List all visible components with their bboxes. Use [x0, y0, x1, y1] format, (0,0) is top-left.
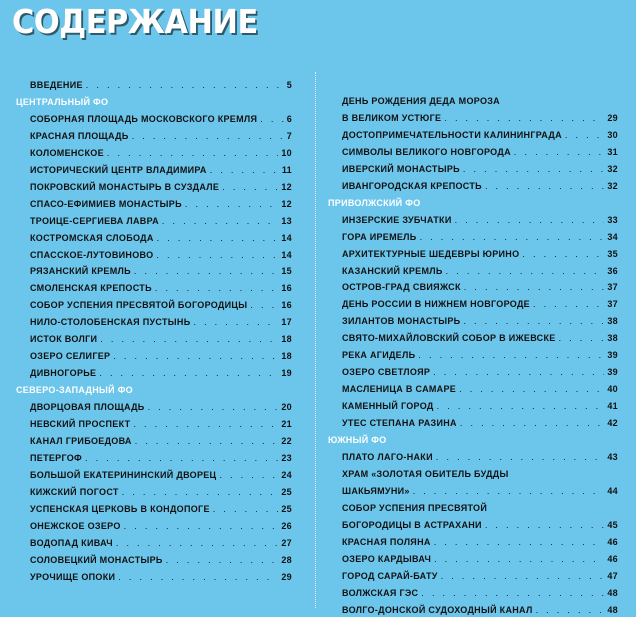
page-number: 32 — [607, 180, 618, 191]
entry-title: СОБОР УСПЕНИЯ ПРЕСВЯТОЙ — [342, 502, 488, 513]
toc-entry — [342, 399, 618, 413]
dot-leader — [135, 434, 279, 448]
page-number: 43 — [607, 451, 618, 462]
dot-leader — [86, 78, 284, 92]
page-number: 21 — [281, 419, 292, 429]
entry-title: ГОРОД САРАЙ-БАТУ — [342, 570, 438, 581]
page-number: 14 — [281, 249, 292, 260]
dot-leader — [464, 280, 605, 294]
toc-entry — [342, 145, 618, 159]
page-number: 15 — [281, 266, 292, 277]
page-number: 28 — [281, 554, 292, 565]
page-number: 45 — [607, 519, 618, 530]
toc-entry — [342, 586, 618, 600]
dot-leader — [437, 399, 605, 413]
entry-title: СОБОР УСПЕНИЯ ПРЕСВЯТОЙ БОГОРОДИЦЫ — [30, 300, 248, 311]
page-number: 18 — [281, 334, 292, 345]
page-number: 29 — [281, 571, 292, 582]
entry-title: УТЕС СТЕПАНА РАЗИНА — [342, 418, 457, 429]
toc-entry — [30, 78, 292, 92]
dot-leader — [116, 536, 279, 550]
entry-title: УРОЧИЩЕ ОПОКИ — [30, 571, 116, 582]
page-number: 36 — [607, 265, 618, 276]
toc-entry — [342, 365, 618, 379]
dot-leader — [463, 314, 604, 328]
toc-entry — [30, 536, 292, 550]
toc-entry — [342, 111, 618, 125]
toc-entry — [30, 502, 292, 516]
dot-leader — [210, 163, 279, 177]
toc-entry — [342, 128, 618, 142]
dot-leader — [100, 332, 278, 346]
dot-leader — [434, 535, 605, 549]
dot-leader — [250, 298, 278, 312]
dot-leader — [421, 586, 604, 600]
entry-title: ДЕНЬ РОССИИ В НИЖНЕМ НОВГОРОДЕ — [342, 299, 530, 310]
page-number: 35 — [607, 248, 618, 259]
page-number: 46 — [607, 536, 618, 547]
dot-leader — [514, 145, 605, 159]
entry-title: ДВОРЦОВАЯ ПЛОЩАДЬ — [30, 402, 145, 413]
page-number: 37 — [607, 299, 618, 310]
dot-leader — [444, 111, 604, 125]
dot-leader — [213, 502, 279, 516]
page-number: 47 — [607, 570, 618, 581]
entry-title: ВОДОПАД КИВАЧ — [30, 537, 113, 548]
dot-leader — [134, 264, 278, 278]
toc-entry — [30, 485, 292, 499]
toc-entry — [342, 484, 618, 498]
entry-title: В ВЕЛИКОМ УСТЮГЕ — [342, 112, 442, 123]
dot-leader — [155, 281, 279, 295]
page-number: 42 — [607, 418, 618, 429]
toc-entry — [30, 163, 292, 177]
dot-leader — [418, 348, 604, 362]
entry-title: КАМЕННЫЙ ГОРОД — [342, 401, 434, 412]
entry-title: КРАСНАЯ ПОЛЯНА — [342, 536, 431, 547]
dot-leader — [460, 416, 605, 430]
toc-entry — [30, 519, 292, 533]
dot-leader — [522, 247, 604, 261]
toc-entry — [30, 417, 292, 431]
page-number: 32 — [607, 163, 618, 174]
toc-entry — [30, 281, 292, 295]
entry-title: НИЛО-СТОЛОБЕНСКАЯ ПУСТЫНЬ — [30, 317, 191, 328]
toc-entry — [342, 569, 618, 583]
toc-entry — [342, 450, 618, 464]
entry-title: ДИВНОГОРЬЕ — [30, 368, 97, 379]
toc-entry — [342, 518, 618, 532]
entry-title: ИВЕРСКИЙ МОНАСТЫРЬ — [342, 163, 460, 174]
page-number: 39 — [607, 350, 618, 361]
toc-entry — [342, 247, 618, 261]
entry-title: МАСЛЕНИЦА В САМАРЕ — [342, 384, 457, 395]
toc-entry — [30, 264, 292, 278]
dot-leader — [260, 112, 283, 126]
dot-leader — [485, 179, 604, 193]
dot-leader — [162, 214, 278, 228]
dot-leader — [113, 349, 278, 363]
entry-title: СПАСО-ЕФИМИЕВ МОНАСТЫРЬ — [30, 198, 182, 209]
page-number: 24 — [281, 469, 292, 480]
page-number: 40 — [607, 384, 618, 395]
toc-entry — [30, 553, 292, 567]
toc-entry — [30, 231, 292, 245]
page-number: 12 — [281, 181, 292, 192]
entry-title: ХРАМ «ЗОЛОТАЯ ОБИТЕЛЬ БУДДЫ — [342, 468, 509, 479]
dot-leader — [533, 297, 604, 311]
page-number: 31 — [607, 146, 618, 157]
toc-entry — [342, 314, 618, 328]
dot-leader — [413, 484, 605, 498]
toc-entry-line — [342, 467, 618, 481]
entry-title: РЯЗАНСКИЙ КРЕМЛЬ — [30, 266, 131, 277]
page-number: 25 — [281, 503, 292, 514]
section-heading: ПРИВОЛЖСКИЙ ФО — [328, 197, 421, 208]
entry-title: БОГОРОДИЦЫ В АСТРАХАНИ — [342, 519, 482, 530]
toc-entry — [30, 146, 292, 160]
page-number: 34 — [607, 231, 618, 242]
page-number: 48 — [607, 604, 618, 615]
dot-leader — [122, 485, 279, 499]
entry-title: ЗИЛАНТОВ МОНАСТЫРЬ — [342, 316, 461, 327]
entry-title: ИСТОРИЧЕСКИЙ ЦЕНТР ВЛАДИМИРА — [30, 164, 207, 175]
page-number: 14 — [281, 232, 292, 243]
section-heading: ЮЖНЫЙ ФО — [328, 435, 387, 445]
page-number: 38 — [607, 316, 618, 327]
page-number: 33 — [607, 214, 618, 225]
page-number: 38 — [607, 333, 618, 344]
dot-leader — [124, 519, 279, 533]
section-heading: СЕВЕРО-ЗАПАДНЫЙ ФО — [16, 385, 133, 396]
entry-title: ГОРА ИРЕМЕЛЬ — [342, 231, 417, 242]
page-number: 19 — [281, 368, 292, 379]
toc-entry — [30, 332, 292, 346]
column-divider — [315, 72, 316, 608]
toc-entry — [342, 162, 618, 176]
dot-leader — [219, 468, 278, 482]
page-number: 37 — [607, 282, 618, 293]
entry-title: ИСТОК ВОЛГИ — [30, 334, 98, 345]
dot-leader — [118, 570, 278, 584]
entry-title: СИМВОЛЫ ВЕЛИКОГО НОВГОРОДА — [342, 146, 511, 157]
dot-leader — [222, 180, 278, 194]
dot-leader — [433, 365, 604, 379]
entry-title: СВЯТО-МИХАЙЛОВСКИЙ СОБОР В ИЖЕВСКЕ — [342, 333, 556, 344]
dot-leader — [446, 264, 605, 278]
dot-leader — [559, 331, 605, 345]
toc-entry-line — [342, 501, 618, 515]
page-number: 30 — [607, 129, 618, 140]
dot-leader — [193, 315, 278, 329]
dot-leader — [455, 213, 605, 227]
entry-title: КРАСНАЯ ПЛОЩАДЬ — [30, 130, 129, 141]
entry-title: ШАКЬЯМУНИ» — [342, 485, 410, 496]
toc-entry — [30, 112, 292, 126]
dot-leader — [434, 552, 604, 566]
page-number: 17 — [281, 317, 292, 328]
page-number: 7 — [286, 130, 292, 141]
entry-title: ОСТРОВ-ГРАД СВИЯЖСК — [342, 282, 461, 293]
entry-title: ВОЛГО-ДОНСКОЙ СУДОХОДНЫЙ КАНАЛ — [342, 604, 533, 615]
entry-title: РЕКА АГИДЕЛЬ — [342, 350, 416, 361]
toc-entry — [30, 129, 292, 143]
toc-entry — [30, 349, 292, 363]
page-number: 29 — [607, 112, 618, 123]
page-number: 41 — [607, 401, 618, 412]
dot-leader — [99, 366, 278, 380]
dot-leader — [463, 162, 604, 176]
toc-entry — [30, 400, 292, 414]
entry-title: СОБОРНАЯ ПЛОЩАДЬ МОСКОВСКОГО КРЕМЛЯ — [30, 113, 258, 124]
page-number: 44 — [607, 485, 618, 496]
page-number: 39 — [607, 367, 618, 378]
toc-entry — [30, 298, 292, 312]
entry-title: КОЛОМЕНСКОЕ — [30, 147, 104, 158]
dot-leader — [107, 146, 278, 160]
page-number: 18 — [281, 351, 292, 362]
entry-title: АРХИТЕКТУРНЫЕ ШЕДЕВРЫ ЮРИНО — [342, 248, 520, 259]
toc-entry — [30, 570, 292, 584]
page-number: 22 — [281, 435, 292, 446]
dot-leader — [185, 197, 279, 211]
dot-leader — [565, 128, 604, 142]
toc-entry — [342, 416, 618, 430]
toc-entry-line — [342, 94, 618, 108]
entry-title: ПОКРОВСКИЙ МОНАСТЫРЬ В СУЗДАЛЕ — [30, 181, 220, 192]
entry-title: ВОЛЖСКАЯ ГЭС — [342, 587, 419, 598]
entry-title: КИЖСКИЙ ПОГОСТ — [30, 486, 119, 497]
entry-title: ИНЗЕРСКИЕ ЗУБЧАТКИ — [342, 214, 452, 225]
entry-title: ОЗЕРО КАРДЫВАЧ — [342, 553, 432, 564]
toc-entry — [342, 348, 618, 362]
toc-entry — [342, 603, 618, 617]
dot-leader — [133, 417, 278, 431]
toc-entry — [30, 366, 292, 380]
dot-leader — [85, 451, 278, 465]
page-number: 48 — [607, 587, 618, 598]
toc-entry — [30, 468, 292, 482]
page-number: 5 — [286, 80, 292, 90]
entry-title: СОЛОВЕЦКИЙ МОНАСТЫРЬ — [30, 554, 163, 565]
page-number: 26 — [281, 520, 292, 531]
dot-leader — [132, 129, 284, 143]
page-number: 6 — [286, 113, 292, 124]
toc-entry — [342, 280, 618, 294]
toc-entry — [30, 197, 292, 211]
entry-title: ОЗЕРО СВЕТЛОЯР — [342, 367, 431, 378]
toc-entry — [342, 331, 618, 345]
entry-title: УСПЕНСКАЯ ЦЕРКОВЬ В КОНДОПОГЕ — [30, 503, 210, 514]
entry-title: ТРОИЦЕ-СЕРГИЕВА ЛАВРА — [30, 215, 159, 226]
entry-title: КАНАЛ ГРИБОЕДОВА — [30, 435, 132, 446]
entry-title: БОЛЬШОЙ ЕКАТЕРИНИНСКИЙ ДВОРЕЦ — [30, 469, 217, 480]
entry-title: СМОЛЕНСКАЯ КРЕПОСТЬ — [30, 283, 152, 294]
entry-title: ОНЕЖСКОЕ ОЗЕРО — [30, 520, 121, 531]
entry-title: КАЗАНСКИЙ КРЕМЛЬ — [342, 265, 443, 276]
page-number: 27 — [281, 537, 292, 548]
page-number: 46 — [607, 553, 618, 564]
entry-title: НЕВСКИЙ ПРОСПЕКТ — [30, 419, 131, 429]
entry-title: ПЕТЕРГОФ — [30, 452, 83, 463]
dot-leader — [441, 569, 605, 583]
dot-leader — [157, 231, 279, 245]
entry-title: СПАССКОЕ-ЛУТОВИНОВО — [30, 249, 154, 260]
toc-entry — [30, 180, 292, 194]
section-heading: ЦЕНТРАЛЬНЫЙ ФО — [16, 96, 109, 107]
entry-title: ДОСТОПРИМЕЧАТЕЛЬНОСТИ КАЛИНИНГРАДА — [342, 129, 562, 140]
page-number: 25 — [281, 486, 292, 497]
page-title: СОДЕРЖАНИЕ — [12, 2, 258, 41]
page-number: 10 — [281, 147, 292, 158]
page-number: 16 — [281, 283, 292, 294]
toc-entry — [342, 213, 618, 227]
toc-entry — [30, 451, 292, 465]
entry-title: ДЕНЬ РОЖДЕНИЯ ДЕДА МОРОЗА — [342, 96, 500, 106]
dot-leader — [156, 248, 278, 262]
page-number: 13 — [281, 215, 292, 226]
entry-title: ПЛАТО ЛАГО-НАКИ — [342, 451, 433, 462]
toc-entry — [342, 297, 618, 311]
toc-entry — [30, 315, 292, 329]
entry-title: ОЗЕРО СЕЛИГЕР — [30, 351, 111, 362]
toc-entry — [342, 552, 618, 566]
entry-title: ВВЕДЕНИЕ — [30, 80, 83, 90]
toc-entry — [342, 535, 618, 549]
toc-entry — [342, 230, 618, 244]
dot-leader — [420, 230, 605, 244]
dot-leader — [459, 382, 604, 396]
page-number: 23 — [281, 452, 292, 463]
page-number: 20 — [281, 402, 292, 413]
toc-entry — [30, 434, 292, 448]
page-number: 11 — [281, 164, 292, 175]
toc-entry — [30, 214, 292, 228]
toc-entry — [30, 248, 292, 262]
entry-title: ИВАНГОРОДСКАЯ КРЕПОСТЬ — [342, 180, 482, 191]
page-number: 12 — [281, 198, 292, 209]
toc-entry — [342, 382, 618, 396]
entry-title: КОСТРОМСКАЯ СЛОБОДА — [30, 232, 154, 243]
dot-leader — [536, 603, 605, 617]
toc-entry — [342, 264, 618, 278]
toc-entry — [342, 179, 618, 193]
dot-leader — [166, 553, 279, 567]
page-number: 16 — [281, 300, 292, 311]
dot-leader — [148, 400, 279, 414]
dot-leader — [485, 518, 605, 532]
dot-leader — [436, 450, 605, 464]
